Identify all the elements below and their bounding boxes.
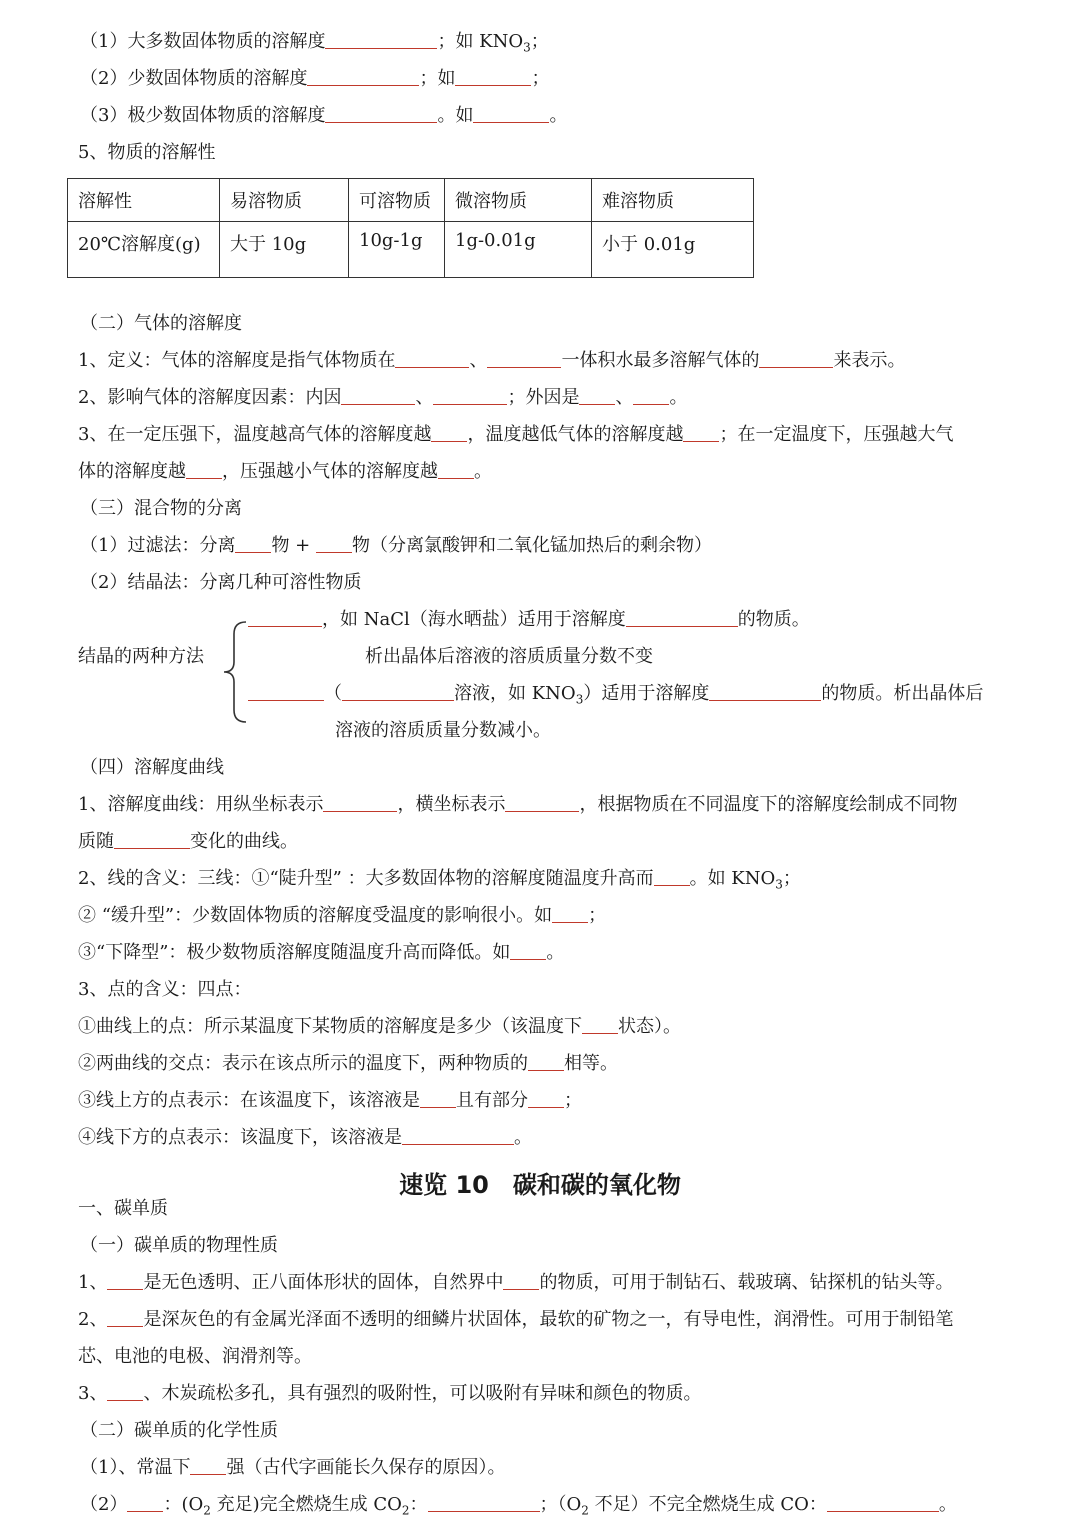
answer-blank[interactable] <box>505 793 579 812</box>
table-cell: 溶解性 <box>68 179 220 222</box>
answer-blank[interactable] <box>487 349 561 368</box>
answer-blank[interactable] <box>827 1493 939 1512</box>
text-line: （2） ：($O_2$ 充足)完全燃烧生成 $CO_2$： ；（$O_2$ 不足）不完全燃烧生成 CO： 。 <box>80 1494 957 1518</box>
text-line: （3）极少数固体物质的溶解度 。如 。 <box>80 105 568 126</box>
text-line: ①曲线上的点：所示某温度下某物质的溶解度是多少（该温度下 状态）。 <box>78 1016 681 1037</box>
section-heading: （二）碳单质的化学性质 <box>80 1420 278 1441</box>
answer-blank[interactable] <box>428 1493 540 1512</box>
answer-blank[interactable] <box>683 423 719 442</box>
table-cell: 小于 0.01g <box>592 222 754 278</box>
answer-blank[interactable] <box>186 460 222 479</box>
solubility-table <box>67 178 754 278</box>
section-heading: （一）碳单质的物理性质 <box>80 1235 278 1256</box>
answer-blank[interactable] <box>235 534 271 553</box>
table-header-row <box>68 179 754 222</box>
answer-blank[interactable] <box>438 460 474 479</box>
answer-blank[interactable] <box>307 67 419 86</box>
answer-blank[interactable] <box>107 1382 143 1401</box>
answer-blank[interactable] <box>433 386 507 405</box>
text-line: 5、物质的溶解性 <box>78 142 216 163</box>
text-line: 1、溶解度曲线：用纵坐标表示 ，横坐标表示 ，根据物质在不同温度下的溶解度绘制成不同物 <box>78 794 958 815</box>
answer-blank[interactable] <box>190 1456 226 1475</box>
text-line: ③线上方的点表示：在该温度下，该溶液是 且有部分 ； <box>78 1090 582 1111</box>
text-line: ③“下降型”：极少数物质溶解度随温度升高而降低。如 。 <box>78 942 565 963</box>
text-line: （1）过滤法：分离 物 + 物（分离氯酸钾和二氧化锰加热后的剩余物） <box>80 535 712 556</box>
table-cell: 微溶物质 <box>445 179 592 222</box>
table-cell: 难溶物质 <box>592 179 754 222</box>
section-heading: （三）混合物的分离 <box>80 498 242 519</box>
answer-blank[interactable] <box>248 608 322 627</box>
answer-blank[interactable] <box>579 386 615 405</box>
text-line: 结晶的两种方法 <box>78 646 204 667</box>
text-line: 析出晶体后溶液的溶质质量分数不变 <box>365 646 653 667</box>
text-line: ④线下方的点表示：该温度下，该溶液是 。 <box>78 1127 532 1148</box>
table-cell: 10g-1g <box>349 222 445 278</box>
answer-blank[interactable] <box>654 867 690 886</box>
table-row <box>68 222 754 278</box>
answer-blank[interactable] <box>626 608 738 627</box>
answer-blank[interactable] <box>709 682 821 701</box>
text-line: （1）大多数固体物质的溶解度 ；如 $KNO_3$； <box>80 31 549 55</box>
answer-blank[interactable] <box>114 830 190 849</box>
section-heading: 一、碳单质 <box>78 1198 168 1219</box>
table-cell: 易溶物质 <box>220 179 349 222</box>
section-title: 速览 10 碳和碳的氧化物 <box>399 1171 681 1199</box>
text-line: 2、线的含义：三线：①“陡升型” ：大多数固体物的溶解度随温度升高而 。如 $KNO_3$； <box>78 868 801 892</box>
answer-blank[interactable] <box>503 1271 539 1290</box>
answer-blank[interactable] <box>316 534 352 553</box>
curly-brace-icon <box>222 620 250 724</box>
text-line: 溶液的溶质质量分数减小。 <box>335 720 551 741</box>
answer-blank[interactable] <box>127 1493 163 1512</box>
answer-blank[interactable] <box>510 941 546 960</box>
answer-blank[interactable] <box>325 30 437 49</box>
section-heading: （二）气体的溶解度 <box>80 313 242 334</box>
answer-blank[interactable] <box>759 349 833 368</box>
answer-blank[interactable] <box>420 1089 456 1108</box>
text-line: ②两曲线的交点：表示在该点所示的温度下，两种物质的 相等。 <box>78 1053 618 1074</box>
answer-blank[interactable] <box>582 1015 618 1034</box>
table-cell: 20℃溶解度(g) <box>68 222 220 278</box>
answer-blank[interactable] <box>431 423 467 442</box>
text-line: （1）、常温下 强（古代字画能长久保存的原因）。 <box>80 1457 506 1478</box>
text-line: 3、点的含义：四点： <box>78 979 252 1000</box>
answer-blank[interactable] <box>341 386 415 405</box>
answer-blank[interactable] <box>325 104 437 123</box>
table-cell: 1g-0.01g <box>445 222 592 278</box>
table-cell: 可溶物质 <box>349 179 445 222</box>
answer-blank[interactable] <box>342 682 454 701</box>
answer-blank[interactable] <box>107 1308 143 1327</box>
answer-blank[interactable] <box>552 904 588 923</box>
text-line: ② “缓升型”：少数固体物质的溶解度受温度的影响很小。如 ； <box>78 905 607 926</box>
answer-blank[interactable] <box>402 1126 514 1145</box>
answer-blank[interactable] <box>248 682 324 701</box>
text-line: 质随 变化的曲线。 <box>78 831 298 852</box>
text-line: （2）少数固体物质的溶解度 ；如 ； <box>80 68 550 89</box>
text-line: 2、影响气体的溶解度因素：内因 、 ；外因是 、 。 <box>78 387 688 408</box>
text-line: 2、 是深灰色的有金属光泽面不透明的细鳞片状固体，最软的矿物之一，有导电性，润滑性。可用于制铅笔 <box>78 1309 954 1330</box>
answer-blank[interactable] <box>395 349 469 368</box>
text-line: 1、定义：气体的溶解度是指气体物质在 、 一体积水最多溶解气体的 来表示。 <box>78 350 906 371</box>
answer-blank[interactable] <box>107 1271 143 1290</box>
answer-blank[interactable] <box>528 1089 564 1108</box>
text-line: 体的溶解度越 ，压强越小气体的溶解度越 。 <box>78 461 492 482</box>
text-line: 芯、电池的电极、润滑剂等。 <box>78 1346 312 1367</box>
answer-blank[interactable] <box>323 793 397 812</box>
text-line: （ 溶液，如 $KNO_3$）适用于溶解度 的物质。析出晶体后 <box>248 682 983 706</box>
text-line: （2）结晶法：分离几种可溶性物质 <box>80 572 362 593</box>
answer-blank[interactable] <box>473 104 549 123</box>
text-line: 3、 、木炭疏松多孔，具有强烈的吸附性，可以吸附有异味和颜色的物质。 <box>78 1383 702 1404</box>
table-cell: 大于 10g <box>220 222 349 278</box>
answer-blank[interactable] <box>633 386 669 405</box>
answer-blank[interactable] <box>528 1052 564 1071</box>
section-heading: （四）溶解度曲线 <box>80 757 224 778</box>
answer-blank[interactable] <box>455 67 531 86</box>
text-line: ，如 NaCl（海水晒盐）适用于溶解度 的物质。 <box>248 608 810 632</box>
text-line: 3、在一定压强下，温度越高气体的溶解度越 ，温度越低气体的溶解度越 ；在一定温度下，压强越大气 <box>78 424 954 445</box>
text-line: 1、 是无色透明、正八面体形状的固体，自然界中 的物质，可用于制钻石、载玻璃、钻探机的钻头等。 <box>78 1272 954 1293</box>
